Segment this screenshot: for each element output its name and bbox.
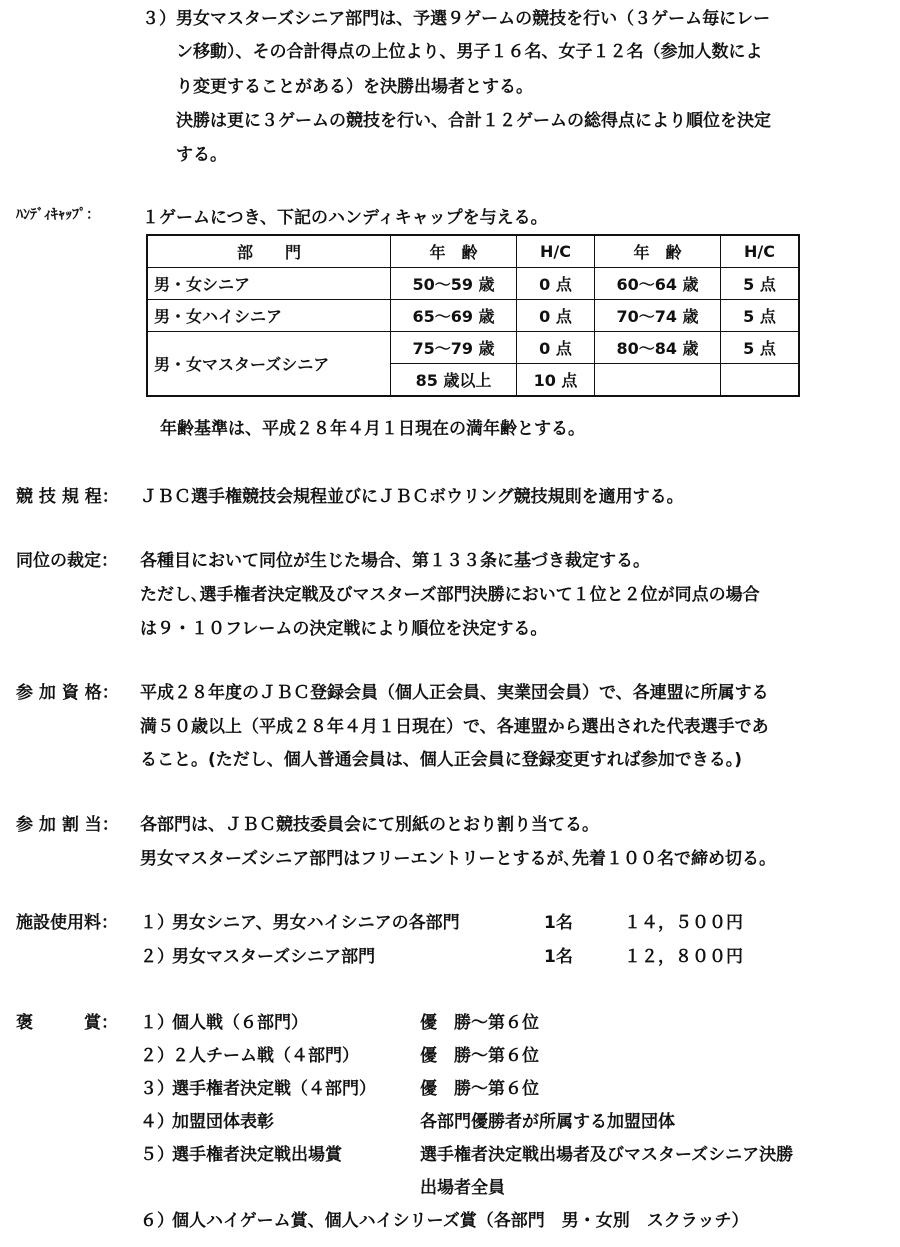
award-item (140, 1140, 342, 1165)
award-text: 個人戦（６部門） (172, 1013, 308, 1033)
header-hc-1: H/C (517, 235, 595, 268)
row-section: 男・女シニア (147, 268, 391, 300)
row-age-2: 60～64 歳 (595, 268, 721, 300)
header-section: 部 門 (147, 235, 391, 268)
allocation-label: 参 加 割 当： (16, 815, 119, 835)
row-hc-1: 0 点 (517, 300, 595, 332)
row-age-2-empty (595, 364, 721, 397)
fee-item (140, 908, 460, 933)
award-item (140, 1008, 308, 1033)
award-num: ２） (140, 1046, 174, 1066)
section3-line-3: り変更することがある）を決勝出場者とする。 (176, 77, 533, 97)
row-age-1: 50～59 歳 (391, 268, 517, 300)
row-section: 男・女マスターズシニア (147, 332, 391, 397)
rules-text: ＪＢＣ選手権競技会規程並びにＪＢＣボウリング競技規則を適用する。 (140, 487, 684, 507)
row-hc-2-empty (721, 364, 800, 397)
handicap-table (146, 234, 800, 397)
fee-count: 1名 (544, 913, 573, 933)
award-num: １） (140, 1013, 174, 1033)
allocation-line-1: 各部門は、ＪＢＣ競技委員会にて別紙のとおり割り当てる。 (140, 815, 599, 835)
header-age-2: 年 齢 (595, 235, 721, 268)
award-text: ２人チーム戦（４部門） (172, 1046, 359, 1066)
award-detail: 優 勝～第６位 (420, 1046, 539, 1066)
table-row (147, 300, 799, 332)
award-num: ５） (140, 1145, 174, 1165)
handicap-intro: １ゲームにつき、下記のハンディキャップを与える。 (142, 208, 548, 228)
award-detail: 優 勝～第６位 (420, 1013, 539, 1033)
award-item (140, 1107, 274, 1132)
row-hc-1: 10 点 (517, 364, 595, 397)
fee-text: 男女シニア、男女ハイシニアの各部門 (172, 913, 460, 933)
section3-line-1: ３）男女マスターズシニア部門は、予選９ゲームの競技を行い（３ゲーム毎にレー (142, 9, 771, 29)
row-hc-1: 0 点 (517, 268, 595, 300)
fee-price: １２，８００円 (624, 947, 743, 967)
tie-line-1: 各種目において同位が生じた場合、第１３３条に基づき裁定する。 (140, 551, 650, 571)
handicap-label: ﾊﾝﾃﾞｨｷｬｯﾌﾟ： (16, 207, 100, 223)
award-num: ３） (140, 1079, 174, 1099)
fee-num: ２） (140, 947, 174, 967)
award-detail: 優 勝～第６位 (420, 1079, 539, 1099)
awards-label: 褒 賞： (16, 1013, 118, 1033)
award-text: 個人ハイゲーム賞、個人ハイシリーズ賞（各部門 男・女別 スクラッチ） (172, 1211, 749, 1231)
award-item (140, 1206, 748, 1231)
handicap-note: 年齢基準は、平成２８年４月１日現在の満年齢とする。 (160, 419, 585, 439)
row-hc-2: 5 点 (721, 300, 800, 332)
award-detail: 各部門優勝者が所属する加盟団体 (420, 1112, 675, 1132)
row-age-2: 70～74 歳 (595, 300, 721, 332)
eligibility-label: 参 加 資 格： (16, 683, 119, 703)
row-hc-1: 0 点 (517, 332, 595, 364)
award-num: ４） (140, 1112, 174, 1132)
table-row (147, 332, 799, 364)
fee-item (140, 942, 375, 967)
row-age-1: 75～79 歳 (391, 332, 517, 364)
row-hc-2: 5 点 (721, 268, 800, 300)
row-age-1: 65～69 歳 (391, 300, 517, 332)
fee-price: １４，５００円 (624, 913, 743, 933)
row-section: 男・女ハイシニア (147, 300, 391, 332)
header-hc-2: H/C (721, 235, 800, 268)
award-item (140, 1074, 376, 1099)
award-text: 選手権者決定戦出場賞 (172, 1145, 342, 1165)
fee-num: １） (140, 913, 174, 933)
fee-count: 1名 (544, 947, 573, 967)
table-header-row (147, 235, 799, 268)
tie-line-3: は９・１０フレームの決定戦により順位を決定する。 (140, 619, 548, 639)
eligibility-line-3: ること。(ただし、個人普通会員は、個人正会員に登録変更すれば参加できる。) (140, 750, 743, 770)
eligibility-line-1: 平成２８年度のＪＢＣ登録会員（個人正会員、実業団会員）で、各連盟に所属する (140, 683, 769, 703)
fees-label: 施設使用料： (16, 913, 118, 933)
header-age-1: 年 齢 (391, 235, 517, 268)
section3-line-2: ン移動）、その合計得点の上位より、男子１６名、女子１２名（参加人数によ (176, 42, 763, 62)
award-detail-cont: 出場者全員 (420, 1178, 505, 1198)
section3-line-4: 決勝は更に３ゲームの競技を行い、合計１２ゲームの総得点により順位を決定 (176, 111, 771, 131)
award-num: ６） (140, 1211, 174, 1231)
award-text: 加盟団体表彰 (172, 1112, 274, 1132)
row-age-1: 85 歳以上 (391, 364, 517, 397)
row-hc-2: 5 点 (721, 332, 800, 364)
allocation-line-2: 男女マスターズシニア部門はフリーエントリーとするが､先着１００名で締め切る。 (140, 849, 776, 869)
table-row (147, 268, 799, 300)
tie-line-2: ただし､選手権者決定戦及びマスターズ部門決勝において１位と２位が同点の場合 (140, 585, 760, 605)
award-detail: 選手権者決定戦出場者及びマスターズシニア決勝 (420, 1145, 794, 1165)
fee-text: 男女マスターズシニア部門 (172, 947, 376, 967)
section3-line-5: する。 (176, 145, 227, 165)
award-item (140, 1041, 359, 1066)
tie-label: 同位の裁定： (16, 551, 118, 571)
award-text: 選手権者決定戦（４部門） (172, 1079, 376, 1099)
rules-label: 競 技 規 程： (16, 487, 119, 507)
row-age-2: 80～84 歳 (595, 332, 721, 364)
eligibility-line-2: 満５０歳以上（平成２８年４月１日現在）で、各連盟から選出された代表選手であ (140, 717, 769, 737)
